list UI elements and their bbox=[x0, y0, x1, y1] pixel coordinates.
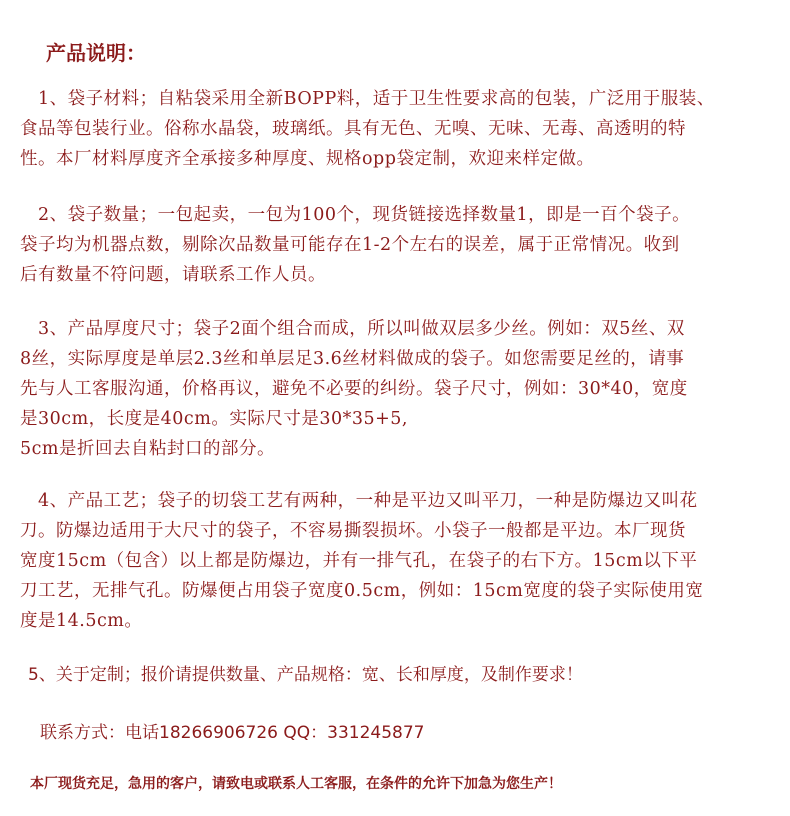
thickness-line: 8丝，实际厚度是单层2.3丝和单层足3.6丝材料做成的袋子。如您需要足丝的，请事 bbox=[20, 349, 685, 369]
process-line: 宽度15cm（包含）以上都是防爆边，并有一排气孔，在袋子的右下方。15cm以下平 bbox=[20, 551, 698, 571]
process-line: 4、产品工艺；袋子的切袋工艺有两种，一种是平边又叫平刀，一种是防爆边又叫花 bbox=[38, 491, 698, 511]
process-line: 度是14.5cm。 bbox=[20, 611, 143, 631]
footer-notice: 本厂现货充足，急用的客户，请致电或联系人工客服，在条件的允许下加急为您生产！ bbox=[30, 776, 562, 792]
material-line: 性。本厂材料厚度齐全承接多种厚度、规格opp袋定制，欢迎来样定做。 bbox=[20, 149, 595, 169]
thickness-line: 先与人工客服沟通，价格再议，避免不必要的纠纷。袋子尺寸，例如：30*40，宽度 bbox=[20, 379, 688, 399]
material-line: 食品等包装行业。俗称水晶袋，玻璃纸。具有无色、无嗅、无味、无毒、高透明的特 bbox=[20, 119, 686, 139]
quantity-line: 2、袋子数量；一包起卖，一包为100个，现货链接选择数量1，即是一百个袋子。 bbox=[38, 205, 691, 225]
quantity-line: 袋子均为机器点数，剔除次品数量可能存在1-2个左右的误差，属于正常情况。收到 bbox=[20, 235, 680, 255]
section-process bbox=[20, 486, 790, 636]
thickness-line: 5cm是折回去自粘封口的部分。 bbox=[20, 439, 276, 459]
page-title: 产品说明： bbox=[46, 41, 146, 65]
process-line: 刀工艺，无排气孔。防爆便占用袋子宽度0.5cm，例如：15cm宽度的袋子实际使用宽 bbox=[20, 581, 704, 601]
thickness-line: 3、产品厚度尺寸；袋子2面个组合而成，所以叫做双层多少丝。例如：双5丝、双 bbox=[38, 319, 685, 339]
section-quantity bbox=[20, 200, 790, 290]
section-custom: 5、关于定制；报价请提供数量、产品规格：宽、长和厚度，及制作要求！ bbox=[28, 665, 583, 685]
thickness-line: 是30cm，长度是40cm。实际尺寸是30*35+5, bbox=[20, 409, 408, 429]
material-line: 1、袋子材料；自粘袋采用全新BOPP料，适于卫生性要求高的包装，广泛用于服装、 bbox=[38, 89, 715, 109]
process-line: 刀。防爆边适用于大尺寸的袋子，不容易撕裂损坏。小袋子一般都是平边。本厂现货 bbox=[20, 521, 686, 541]
quantity-line: 后有数量不符问题，请联系工作人员。 bbox=[20, 265, 326, 285]
section-thickness bbox=[20, 314, 790, 464]
contact-info: 联系方式：电话18266906726 QQ：331245877 bbox=[40, 723, 425, 743]
section-material bbox=[20, 84, 790, 174]
